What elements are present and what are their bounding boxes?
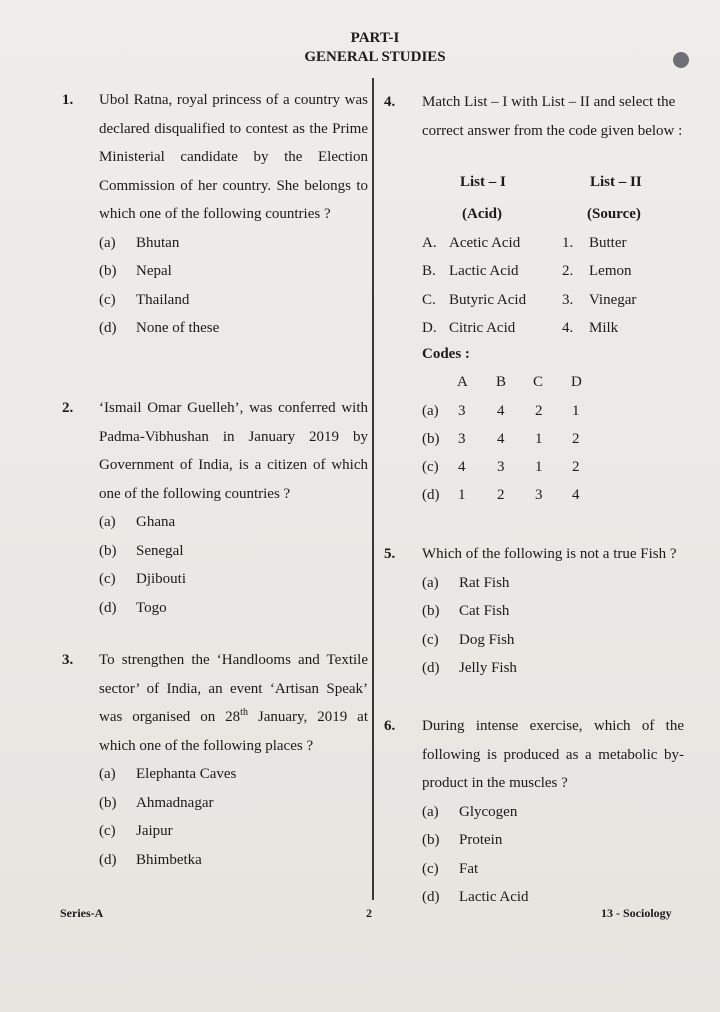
- option-label: (a): [99, 514, 116, 530]
- options-list: [422, 569, 684, 683]
- option-text: Senegal: [136, 542, 184, 559]
- option-label: (b): [99, 542, 117, 559]
- option-c: [99, 565, 368, 594]
- codes-header-cell: A: [457, 374, 468, 390]
- option-text: Ahmadnagar: [136, 794, 214, 811]
- question-2: [62, 394, 368, 622]
- option-text: Togo: [136, 599, 167, 616]
- option-text: Bhimbetka: [136, 851, 202, 868]
- acid-name: Butyric Acid: [449, 292, 527, 308]
- question-4: [384, 88, 684, 145]
- row-number: 2.: [562, 263, 574, 279]
- option-d: [99, 314, 368, 343]
- list-1-title: List – I: [460, 174, 506, 190]
- option-label: (d): [99, 851, 117, 868]
- stem-part: To strengthen the ‘Handlooms and Textile sector’ of India, an event ‘Artisan Speak’ was organised on 28: [99, 652, 368, 725]
- part-heading: PART-I: [350, 30, 400, 46]
- row-number: 1.: [562, 235, 574, 251]
- row-letter: D.: [422, 320, 437, 336]
- codes-header-cell: D: [571, 374, 582, 390]
- question-number: 5.: [384, 546, 396, 562]
- option-c: [422, 626, 684, 655]
- series-label: Series-A: [60, 906, 104, 920]
- option-text: Fat: [459, 860, 479, 877]
- question-stem: Which of the following is not a true Fish ?: [422, 546, 677, 562]
- list-row: [422, 235, 692, 263]
- question-stem: Match List – I with List – II and select the correct answer from the code given below :: [422, 94, 683, 139]
- option-text: Elephanta Caves: [136, 766, 237, 782]
- option-label: (d): [422, 889, 440, 905]
- list-row: [422, 263, 692, 291]
- option-label: (c): [422, 860, 439, 877]
- option-label: (c): [99, 291, 116, 308]
- option-label: (c): [422, 631, 439, 648]
- column-divider: [372, 78, 374, 900]
- question-number: 3.: [62, 652, 74, 668]
- codes-cell: 3: [458, 403, 466, 419]
- options-list: [99, 229, 368, 343]
- source-name: Milk: [589, 320, 619, 336]
- option-text: Cat Fish: [459, 603, 510, 619]
- ordinal-suffix: th: [240, 707, 248, 718]
- question-5: [384, 540, 684, 683]
- punch-hole-dot: [673, 52, 689, 68]
- stem-part: January, 2019 at which one of the following places ?: [99, 709, 368, 754]
- list-row: [422, 320, 692, 348]
- question-3: [62, 646, 368, 874]
- row-letter: B.: [422, 263, 436, 279]
- option-a: [422, 798, 684, 827]
- option-label: (c): [99, 823, 116, 839]
- row-number: 3.: [562, 292, 574, 308]
- codes-row-label: (d): [422, 487, 440, 503]
- page-number: 2: [366, 906, 372, 920]
- option-c: [99, 817, 368, 846]
- codes-cell: 2: [572, 431, 580, 447]
- option-b: [422, 826, 684, 855]
- option-text: Jaipur: [136, 823, 173, 839]
- question-1: [62, 86, 368, 343]
- row-number: 4.: [562, 320, 574, 336]
- option-text: Dog Fish: [459, 631, 515, 648]
- option-d: [99, 846, 368, 875]
- options-list: [99, 760, 368, 874]
- option-label: (b): [422, 603, 440, 619]
- codes-cell: 1: [535, 459, 543, 475]
- codes-cell: 1: [572, 403, 580, 419]
- codes-row: [422, 459, 622, 487]
- acid-name: Acetic Acid: [449, 235, 521, 251]
- codes-row: [422, 403, 622, 431]
- question-stem: During intense exercise, which of the following is produced as a metabolic by-product in the muscles ?: [422, 718, 684, 791]
- row-letter: C.: [422, 292, 436, 308]
- codes-row-label: (c): [422, 459, 439, 475]
- option-label: (d): [422, 660, 440, 676]
- option-text: None of these: [136, 320, 220, 336]
- codes-row: [422, 431, 622, 459]
- codes-cell: 1: [535, 431, 543, 447]
- option-label: (a): [422, 574, 439, 591]
- option-a: [422, 569, 684, 598]
- option-label: (b): [422, 832, 440, 848]
- list-2-title: List – II: [590, 174, 642, 190]
- list-row: [422, 292, 692, 320]
- codes-header-cell: C: [533, 374, 544, 390]
- question-number: 2.: [62, 400, 74, 416]
- option-label: (d): [99, 599, 117, 616]
- question-stem: ‘Ismail Omar Guelleh’, was conferred with Padma-Vibhushan in January 2019 by Government of India, is a citizen of which one of the following countries ?: [99, 400, 368, 502]
- source-name: Lemon: [589, 263, 632, 279]
- option-text: Djibouti: [136, 571, 187, 587]
- codes-cell: 4: [458, 459, 466, 475]
- codes-row-label: (a): [422, 403, 439, 419]
- option-text: Bhutan: [136, 234, 180, 251]
- codes-cell: 3: [535, 487, 543, 503]
- option-text: Thailand: [136, 291, 190, 308]
- codes-row-label: (b): [422, 431, 440, 447]
- codes-cell: 2: [572, 459, 580, 475]
- codes-header-cell: B: [496, 374, 507, 390]
- option-text: Glycogen: [459, 803, 518, 820]
- option-b: [99, 257, 368, 286]
- option-text: Nepal: [136, 263, 172, 279]
- option-label: (a): [422, 803, 439, 820]
- option-label: (a): [99, 766, 116, 782]
- codes-cell: 4: [497, 403, 505, 419]
- section-heading: GENERAL STUDIES: [304, 49, 446, 65]
- option-text: Jelly Fish: [459, 660, 517, 676]
- option-d: [99, 594, 368, 623]
- list-2-subtitle: (Source): [587, 206, 641, 222]
- option-label: (c): [99, 571, 116, 587]
- option-text: Protein: [459, 832, 503, 848]
- option-label: (d): [99, 320, 117, 336]
- option-b: [422, 597, 684, 626]
- question-6: [384, 712, 684, 912]
- question-number: 4.: [384, 94, 396, 110]
- option-text: Ghana: [136, 514, 176, 530]
- option-a: [99, 229, 368, 258]
- option-c: [422, 855, 684, 884]
- option-b: [99, 537, 368, 566]
- codes-row: [422, 487, 622, 515]
- options-list: [422, 798, 684, 912]
- subject-label: 13 - Sociology: [601, 906, 672, 920]
- codes-cell: 1: [458, 487, 466, 503]
- option-text: Rat Fish: [459, 574, 510, 591]
- option-label: (b): [99, 794, 117, 811]
- option-a: [99, 760, 368, 789]
- codes-header-row: [422, 374, 622, 402]
- acid-name: Lactic Acid: [449, 263, 519, 279]
- codes-cell: 4: [572, 487, 580, 503]
- option-b: [99, 789, 368, 818]
- source-name: Butter: [589, 235, 627, 251]
- options-list: [99, 508, 368, 622]
- list-1-subtitle: (Acid): [462, 206, 502, 222]
- option-label: (a): [99, 234, 116, 251]
- option-a: [99, 508, 368, 537]
- question-stem: [99, 646, 368, 760]
- codes-cell: 3: [497, 459, 505, 475]
- codes-cell: 3: [458, 431, 466, 447]
- option-label: (b): [99, 263, 117, 279]
- question-number: 6.: [384, 718, 396, 734]
- codes-cell: 2: [535, 403, 543, 419]
- option-d: [422, 654, 684, 683]
- question-number: 1.: [62, 92, 74, 108]
- codes-cell: 2: [497, 487, 505, 503]
- codes-label: Codes :: [422, 346, 470, 362]
- question-stem: Ubol Ratna, royal princess of a country was declared disqualified to contest as the Prime Ministerial candidate by the Election Commission of her country. She belongs to which one of the following countries ?: [99, 92, 368, 222]
- option-text: Lactic Acid: [459, 889, 529, 905]
- acid-name: Citric Acid: [449, 320, 516, 336]
- source-name: Vinegar: [589, 292, 637, 308]
- row-letter: A.: [422, 235, 437, 251]
- option-c: [99, 286, 368, 315]
- codes-cell: 4: [497, 431, 505, 447]
